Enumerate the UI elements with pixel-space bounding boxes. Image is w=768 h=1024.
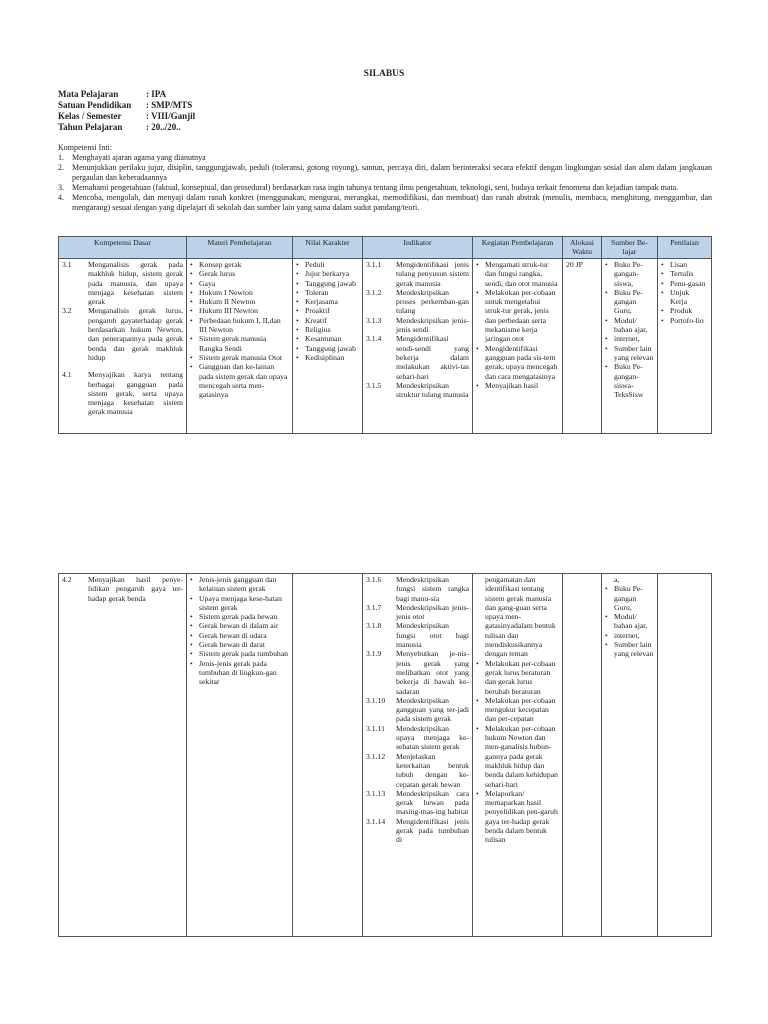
- list-item: • Upaya menjaga kese-hatan sistem gerak: [190, 594, 289, 613]
- list-item: • Melakukan per-cobaan untuk mengetahui struk-tur gerak, jenis dan perbedaan serta mekanisme kerja jaringan otot: [476, 288, 559, 344]
- indikator-number: 3.1.4: [366, 334, 382, 344]
- list-item: • Buku Pe-gangan Guru,: [605, 584, 654, 612]
- list-item: • Sumber lain yang relevan: [605, 640, 654, 659]
- table-row: [59, 574, 712, 937]
- indikator-text: Mendeskripsikan jenis-jenis sendi: [396, 315, 469, 335]
- ki-text: Mencoba, mengolah, dan menyaji dalam ranah konkret (menggunakan, mengurai, merangkai, memodifikasi, dan membuat) dan ranah abstrak (menulis, membaca, menghitung, menggambar, dan mengarang) sesuai dengan yang dipelajari di sekolah dan sumber lain yang sama dalam sudut pandang/teori.: [72, 193, 712, 212]
- indikator-text: Mendeskripsikan proses perkemban-gan tulang: [396, 287, 469, 316]
- indikator-item: [366, 696, 469, 724]
- indikator-number: 3.1.1: [366, 260, 382, 269]
- kd-item: [62, 260, 183, 306]
- ki-text: Memahami pengetahuan (faktual, konseptual, dan prosedural) berdasarkan rasa ingin tahunya tentang ilmu pengetahuan, teknologi, seni, budaya terkait fenomena dan kejadian tampak mata.: [72, 183, 679, 192]
- kd-number: 4.2: [62, 575, 72, 584]
- ki-number: 4.: [58, 193, 64, 202]
- syllabus-table-continued: [58, 573, 712, 937]
- meta-row: [58, 111, 195, 122]
- document-title: SILABUS: [363, 69, 405, 79]
- alokasi-cell: 20 JP: [563, 259, 602, 434]
- indikator-item: [366, 575, 469, 603]
- indikator-text: Menjelaskan keterkaitan bentuk tubuh dengan ke-cepatan gerak hewan: [396, 751, 469, 789]
- list-item: • Konsep gerak: [190, 260, 289, 269]
- list-item: • Buku Pe-gangan Guru,: [605, 288, 654, 316]
- indikator-text: Mengidentifikasi jenis gerak pada tumbuhan di: [396, 816, 469, 845]
- list-item: • Melakukan per-cobaan mengukur kecepatan dan per-cepatan: [476, 696, 559, 724]
- ki-item: [58, 193, 712, 213]
- ki-number: 3.: [58, 183, 64, 192]
- penilaian-cell: [658, 259, 712, 434]
- indikator-item: [366, 334, 469, 380]
- list-item: • Toleran: [296, 288, 359, 297]
- list-item: • Buku Pe-gangan-siswa-TeksSisw: [605, 362, 654, 399]
- indikator-text: Mengidentifikasi sendi-sendi yang bekerja dalam melakukan aktivi-tas sehari-hari: [396, 334, 469, 381]
- list-item: • Perbedaan hukum I, II,dan III Newton: [190, 316, 289, 335]
- ki-list: [58, 153, 712, 213]
- list-item: • Gerak hewan di darat: [190, 640, 289, 649]
- list-item: • Gerak hewan di dalam air: [190, 621, 289, 630]
- sumber-cell: [602, 574, 658, 937]
- list-item: • Sumber lain yang relevan: [605, 344, 654, 363]
- kd-text: Menyajikan hasil penye-lidikan pengaruh gaya ter-hadap gerak benda: [88, 575, 183, 603]
- kompetensi-inti: [58, 143, 712, 213]
- indikator-item: [366, 789, 469, 817]
- header-kegiatan: Kegiatan Pembelajaran: [473, 237, 563, 259]
- list-item: • Jujur berkarya: [296, 269, 359, 278]
- ki-number: 1.: [58, 153, 64, 162]
- indikator-item: [366, 288, 469, 316]
- indikator-text: Mendeskripsikan gangguan yang ter-jadi pada sistem gerak: [396, 695, 469, 724]
- header-kompetensi-dasar: Kompetensi Dasar: [59, 237, 187, 259]
- meta-label: Tahun Pelajaran: [58, 122, 123, 132]
- list-item: • Religius: [296, 325, 359, 334]
- list-item: • Mengidentifikasi gangguan pada sis-tem gerak, upaya mencegah dan cara mengatasinya: [476, 344, 559, 381]
- materi-cell: [187, 259, 293, 434]
- list-item: • Portofo-lio: [661, 316, 708, 325]
- meta-row: [58, 100, 195, 111]
- header-alokasi: Alokasi Waktu: [563, 237, 602, 259]
- list-item: • Peduli: [296, 260, 359, 269]
- kegiatan-continued: pengamatan dan identifikasi tentang sistem gerak manusia dan gang-guan serta upaya men-gatasinyadalam bentuk tulisan dan mendiskusikannya dengan teman: [485, 575, 556, 659]
- list-item: • Tertulis: [661, 269, 708, 278]
- list-item: • Tanggung jawab: [296, 344, 359, 353]
- table-header-row: [59, 237, 712, 259]
- ki-item: [58, 163, 712, 183]
- list-item: • internet,: [605, 334, 654, 343]
- meta-value: : 20../20..: [146, 122, 181, 132]
- list-item: • Melakukan per-cobaan gerak lurus beraturan dan gerak lurus berubah beraturan: [476, 659, 559, 696]
- indikator-item: [366, 316, 469, 335]
- kd-cell: [59, 259, 187, 434]
- indikator-item: [366, 817, 469, 845]
- kd-number: 4.1: [62, 370, 72, 380]
- list-item: • Gangguan dan ke-lainan pada sistem gerak dan upaya mencegah serta men-gatasinya: [190, 362, 289, 399]
- ki-number: 2.: [58, 163, 64, 172]
- header-nilai: Nilai Karakter: [293, 237, 363, 259]
- list-item: • Kreatif: [296, 316, 359, 325]
- meta-label: Mata Pelajaran: [58, 89, 119, 99]
- indikator-number: 3.1.11: [366, 723, 385, 733]
- ki-text: Menghayati ajaran agama yang dianutnya: [72, 153, 206, 162]
- indikator-number: 3.1.14: [366, 816, 386, 826]
- list-item: • Hukum III Newton: [190, 306, 289, 315]
- indikator-text: Mendeskripsikan fungsi sistem rangka bagi manu-sia: [396, 575, 469, 603]
- indikator-number: 3.1.2: [366, 287, 382, 297]
- meta-row: [58, 89, 195, 100]
- indikator-cell: [363, 574, 473, 937]
- kd-text: Menganalisis gerak lurus, pengaruh gayaterhadap gerak berdasarkan hukum Newton, dan penerapannya pada gerak benda dan gerak makhluk hidup: [88, 306, 183, 362]
- indikator-number: 3.1.12: [366, 751, 386, 761]
- alokasi-cell: [563, 574, 602, 937]
- meta-value: : IPA: [146, 89, 167, 99]
- list-item: • Penu-gasan: [661, 279, 708, 288]
- kd-text: Menyajikan karya tentang berbagai gangguan pada sistem gerak, serta upaya menjaga kesehatan sistem gerak manusia: [88, 370, 183, 417]
- list-item: • Proaktif: [296, 306, 359, 315]
- list-item: • Jenis-jenis gangguan dan kelainan sistem gerak: [190, 575, 289, 594]
- kd-number: 3.2: [62, 306, 72, 316]
- penilaian-cell: [658, 574, 712, 937]
- indikator-number: 3.1.10: [366, 695, 386, 705]
- indikator-text: Mendeskripsikan struktur tulang manusia: [396, 380, 469, 400]
- meta-value: : SMP/MTS: [146, 100, 193, 110]
- list-item: • Kesantunan: [296, 334, 359, 343]
- indikator-number: 3.1.6: [366, 575, 382, 584]
- indikator-item: [366, 260, 469, 288]
- list-item: • Hukum I Newton: [190, 288, 289, 297]
- list-item: • Gerak hewan di udara: [190, 631, 289, 640]
- ki-text: Menunjukkan perilaku jujur, disiplin, tanggungjawab, peduli (toleransi, gotong royong), santun, percaya diri, dalam berinteraksi secara efektif dengan lingkungan sosial dan alam dalam jangkauan pergaulan dan keberadaannya: [72, 163, 712, 182]
- list-item: • Produk: [661, 306, 708, 315]
- list-item: • Gerak lurus: [190, 269, 289, 278]
- kd-item: [62, 370, 183, 416]
- indikator-number: 3.1.13: [366, 788, 386, 798]
- sumber-cell: [602, 259, 658, 434]
- meta-label: Satuan Pendidikan: [58, 100, 132, 110]
- indikator-item: [366, 724, 469, 752]
- list-item: • Jenis-jenis gerak pada tumbuhan di lingkun-gan sekitar: [190, 659, 289, 687]
- list-item: • Modul/ bahan ajar,: [605, 316, 654, 335]
- list-item: • Kerjasama: [296, 297, 359, 306]
- nilai-cell: [293, 259, 363, 434]
- ki-item: [58, 183, 712, 193]
- header-materi: Materi Pembelajaran: [187, 237, 293, 259]
- nilai-cell: [293, 574, 363, 937]
- kd-cell: [59, 574, 187, 937]
- list-item: • Lisan: [661, 260, 708, 269]
- list-item: • Buku Pe-gangan-siswa,: [605, 260, 654, 288]
- list-item: • internet,: [605, 631, 654, 640]
- indikator-number: 3.1.8: [366, 621, 382, 631]
- list-item: • Kedisiplinan: [296, 353, 359, 362]
- indikator-item: [366, 649, 469, 695]
- indikator-number: 3.1.3: [366, 315, 382, 325]
- indikator-item: [366, 621, 469, 649]
- subject-info: [58, 89, 195, 133]
- list-item: • Sistem gerak pada tumbuhan: [190, 649, 289, 658]
- kegiatan-cell: [473, 259, 563, 434]
- sumber-continued: a,: [614, 575, 620, 584]
- kd-item: [62, 306, 183, 362]
- list-item: • Sistem gerak manusia Otot: [190, 353, 289, 362]
- indikator-text: Mendeskripsikan fungsi otot bagi manusia: [396, 621, 469, 650]
- list-item: • Hukum II Newton: [190, 297, 289, 306]
- indikator-text: Mengidentifikasi jenis tulang penyusun sistem gerak manusia: [396, 260, 469, 288]
- indikator-item: [366, 603, 469, 622]
- list-item: • Sistem gerak pada hewan: [190, 612, 289, 621]
- indikator-text: Menyebutkan je-nis-jenis gerak yang melibatkan otot yang bekerja di bawah ke-sadaran: [396, 649, 469, 696]
- kd-text: Menganalisis gerak pada makhluk hidup, sistem gerak pada manusia, dan upaya menjaga kesehatan sistem gerak: [88, 260, 183, 307]
- table-row: [59, 259, 712, 434]
- indikator-number: 3.1.7: [366, 602, 382, 612]
- indikator-cell: [363, 259, 473, 434]
- indikator-number: 3.1.5: [366, 380, 382, 390]
- meta-label: Kelas / Semester: [58, 111, 122, 121]
- meta-value: : VIII/Ganjil: [146, 111, 196, 121]
- indikator-text: Mendeskripsikan upaya menjaga ke-sehatan sistem gerak: [396, 723, 469, 752]
- header-penilaian: Penilaian: [658, 237, 712, 259]
- indikator-item: [366, 381, 469, 400]
- list-item: • Unjuk Kerja: [661, 288, 708, 307]
- list-item: • Mengamati struk-tur dan fungsi rangka, sendi, dan otot manusia: [476, 260, 559, 288]
- list-item: • Tanggung jawab: [296, 279, 359, 288]
- list-item: • Modul/ bahan ajar,: [605, 612, 654, 631]
- header-sumber: Sumber Be-lajar: [602, 237, 658, 259]
- indikator-number: 3.1.9: [366, 649, 382, 659]
- list-item: • Menyajikan hasil: [476, 381, 559, 390]
- indikator-text: Mendeskripsikan jenis-jenis otot: [396, 602, 469, 622]
- syllabus-table: [58, 236, 712, 434]
- kd-number: 3.1: [62, 260, 72, 269]
- header-indikator: Indikator: [363, 237, 473, 259]
- list-item: • Melaporkan/ memaparkan hasil penyelidikan pen-garuh gaya ter-hadap gerak benda dalam bentuk tulisan: [476, 789, 559, 845]
- list-item: • Sistem gerak manusia Rangka Sendi: [190, 334, 289, 353]
- ki-item: [58, 153, 712, 163]
- indikator-item: [366, 752, 469, 789]
- materi-cell: [187, 574, 293, 937]
- kd-item: [62, 575, 183, 603]
- list-item: • Melakukan per-cobaan hukum Newton dan men-ganalisis hubun-gannya pada gerak makhluk hidup dan benda dalam kehidupan sehari-hari: [476, 724, 559, 789]
- kegiatan-cell: [473, 574, 563, 937]
- list-item: • Gaya: [190, 279, 289, 288]
- indikator-text: Mendeskripsikan cara gerak hewan pada masing-mas-ing habitat: [396, 788, 469, 817]
- meta-row: [58, 122, 195, 133]
- ki-heading: Kompetensi Inti:: [58, 143, 112, 152]
